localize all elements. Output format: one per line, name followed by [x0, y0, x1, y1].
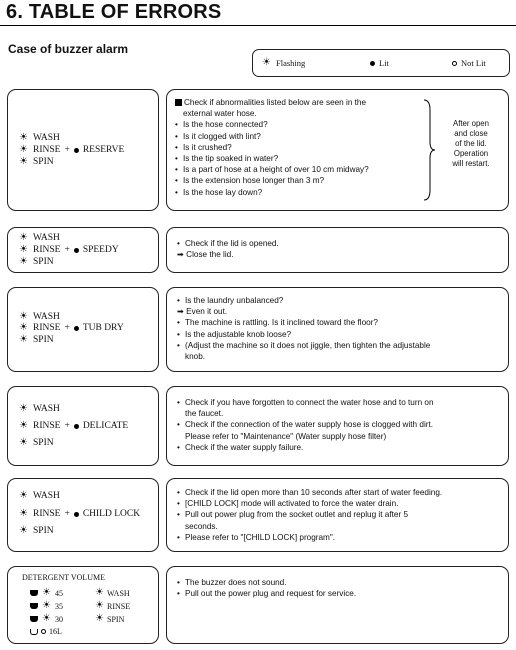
spin-indicator	[18, 438, 54, 448]
rinse-label: RINSE	[33, 245, 61, 255]
legend-flashing-label: Flashing	[276, 58, 306, 68]
flashing-icon: ☀	[95, 613, 104, 624]
remedy-item-cont: seconds.	[185, 521, 218, 531]
wash-label: WASH	[107, 588, 130, 598]
water-level-icon	[30, 629, 38, 635]
detergent-level-row	[30, 614, 63, 624]
remedy-text	[177, 487, 442, 543]
water-level-icon	[30, 616, 38, 622]
arrow-icon: ➡	[177, 250, 184, 260]
remedy-item: • Is the tip soaked in water?	[175, 153, 369, 164]
wash-indicator	[18, 312, 60, 322]
error-indicator-panel	[7, 287, 159, 372]
remedy-item: • The machine is rattling. Is it inclined toward the floor?	[177, 317, 430, 328]
lit-option-label: SPEEDY	[82, 245, 119, 255]
lit-dot-icon	[74, 424, 79, 429]
flashing-icon: ☀	[19, 403, 28, 414]
error-remedy-panel	[166, 227, 509, 273]
lit-option-label: RESERVE	[82, 145, 125, 155]
flashing-icon: ☀	[19, 244, 28, 255]
remedy-header: Check if abnormalities listed below are seen in the	[175, 97, 369, 108]
spin-indicator	[18, 157, 54, 167]
remedy-item: • Is the extension hose longer than 3 m?	[175, 175, 369, 186]
wash-label: WASH	[33, 312, 60, 322]
lit-dot-icon	[74, 512, 79, 517]
rinse-label: RINSE	[33, 323, 61, 333]
indicator-legend	[252, 49, 510, 77]
detergent-level-row	[30, 601, 63, 611]
rinse-indicator	[18, 509, 140, 519]
spin-indicator	[18, 526, 54, 536]
remedy-text	[175, 97, 369, 198]
error-remedy-panel	[166, 566, 509, 644]
spin-label: SPIN	[33, 157, 54, 167]
flashing-icon: ☀	[42, 600, 51, 611]
detergent-level-row	[30, 627, 62, 636]
remedy-item-cont: Please refer to "Maintenance" (Water supply hose filter)	[185, 431, 387, 441]
lit-option-label: TUB DRY	[82, 323, 124, 333]
flashing-icon: ☀	[19, 525, 28, 536]
wash-label: WASH	[33, 233, 60, 243]
plus-sign: +	[64, 421, 70, 431]
error-indicator-panel	[7, 89, 159, 211]
brace-icon	[422, 98, 436, 202]
remedy-item: • Is the adjustable knob loose?	[177, 329, 430, 340]
not-lit-circle-icon	[41, 629, 46, 634]
remedy-text	[177, 577, 356, 599]
flashing-icon: ☀	[95, 600, 104, 611]
flashing-icon: ☀	[19, 437, 28, 448]
wash-label: WASH	[33, 491, 60, 501]
error-remedy-panel	[166, 478, 509, 552]
rinse-label: RINSE	[33, 509, 61, 519]
remedy-item-cont: knob.	[185, 352, 206, 362]
spin-indicator	[18, 257, 54, 267]
lit-dot-icon	[74, 326, 79, 331]
remedy-item: • Pull out power plug from the socket outlet and replug it after 5	[177, 509, 442, 520]
remedy-header-cont: external water hose.	[183, 109, 257, 119]
spin-indicator	[94, 614, 124, 624]
plus-sign: +	[64, 245, 70, 255]
remedy-item: • [CHILD LOCK] mode will activated to force the water drain.	[177, 498, 442, 509]
remedy-item: • Check if the connection of the water supply hose is clogged with dirt.	[177, 419, 434, 430]
error-indicator-panel	[7, 478, 159, 552]
lit-dot-icon	[74, 148, 79, 153]
wash-indicator	[18, 133, 60, 143]
legend-lit-label: Lit	[379, 58, 389, 68]
remedy-item: • Please refer to "[CHILD LOCK] program".	[177, 532, 442, 543]
flashing-icon: ☀	[19, 508, 28, 519]
legend-lit	[370, 58, 389, 68]
square-bullet-icon	[175, 99, 182, 106]
remedy-item: • Is it crushed?	[175, 142, 369, 153]
error-indicator-panel	[7, 227, 159, 273]
rinse-label: RINSE	[107, 601, 131, 611]
spin-label: SPIN	[107, 614, 125, 624]
flashing-icon: ☀	[19, 132, 28, 143]
remedy-item: • Check if the lid open more than 10 seconds after start of water feeding.	[177, 487, 442, 498]
arrow-icon: ➡	[177, 307, 184, 317]
section-subtitle: Case of buzzer alarm	[8, 42, 129, 56]
rinse-indicator	[18, 145, 124, 155]
flashing-icon: ☀	[95, 587, 104, 598]
remedy-item: • Is a part of hose at a height of over 10 cm midway?	[175, 164, 369, 175]
remedy-item-cont: the faucet.	[185, 409, 224, 419]
lit-dot-icon	[370, 61, 375, 66]
wash-indicator	[18, 233, 60, 243]
flashing-icon: ☀	[19, 322, 28, 333]
remedy-text	[177, 295, 430, 362]
remedy-action: ➡ Close the lid.	[177, 250, 234, 260]
flashing-icon: ☀	[42, 613, 51, 624]
side-note: After open and close of the lid. Operation will restart.	[452, 119, 490, 168]
remedy-item: • Is it clogged with lint?	[175, 131, 369, 142]
legend-flashing	[261, 58, 305, 68]
flashing-icon: ☀	[262, 57, 271, 68]
legend-not-lit-label: Not Lit	[461, 58, 486, 68]
remedy-item: • Is the laundry unbalanced?	[177, 295, 430, 306]
flashing-icon: ☀	[19, 334, 28, 345]
lit-option-label: CHILD LOCK	[82, 509, 141, 519]
lit-option-label: DELICATE	[82, 421, 129, 431]
wash-label: WASH	[33, 133, 60, 143]
error-remedy-panel	[166, 89, 509, 211]
flashing-icon: ☀	[19, 232, 28, 243]
error-remedy-panel	[166, 287, 509, 372]
level-label: 35	[55, 601, 63, 611]
level-label: 30	[55, 614, 63, 624]
level-label: 45	[55, 588, 63, 598]
plus-sign: +	[64, 323, 70, 333]
rinse-indicator	[94, 601, 130, 611]
detergent-volume-title: DETERGENT VOLUME	[22, 573, 106, 582]
flashing-icon: ☀	[42, 587, 51, 598]
rinse-label: RINSE	[33, 145, 61, 155]
wash-indicator	[94, 588, 130, 598]
spin-label: SPIN	[33, 257, 54, 267]
flashing-icon: ☀	[19, 420, 28, 431]
remedy-action: ➡ Even it out.	[177, 307, 228, 317]
rinse-indicator	[18, 323, 124, 333]
rinse-indicator	[18, 421, 128, 431]
flashing-icon: ☀	[19, 144, 28, 155]
remedy-item: • (Adjust the machine so it does not jiggle, then tighten the adjustable	[177, 340, 430, 351]
detergent-indicator-panel	[7, 566, 159, 644]
remedy-item: • Is the hose lay down?	[175, 187, 369, 198]
remedy-item: • Is the hose connected?	[175, 119, 369, 130]
plus-sign: +	[64, 145, 70, 155]
remedy-item: • Check if you have forgotten to connect the water hose and to turn on	[177, 397, 434, 408]
flashing-icon: ☀	[19, 256, 28, 267]
wash-label: WASH	[33, 404, 60, 414]
detergent-level-row	[30, 588, 63, 598]
spin-label: SPIN	[33, 438, 54, 448]
remedy-text	[177, 397, 434, 453]
error-indicator-panel	[7, 386, 159, 466]
spin-label: SPIN	[33, 526, 54, 536]
lit-dot-icon	[74, 248, 79, 253]
not-lit-circle-icon	[452, 61, 457, 66]
wash-indicator	[18, 491, 60, 501]
title-rule	[0, 25, 516, 26]
remedy-item: • Pull out the power plug and request for service.	[177, 588, 356, 599]
remedy-text	[177, 238, 279, 260]
remedy-item: • The buzzer does not sound.	[177, 577, 356, 588]
remedy-item: • Check if the lid is opened.	[177, 238, 279, 249]
water-level-icon	[30, 590, 38, 596]
spin-indicator	[18, 335, 54, 345]
spin-label: SPIN	[33, 335, 54, 345]
flashing-icon: ☀	[19, 156, 28, 167]
error-remedy-panel	[166, 386, 509, 466]
page-title: 6. TABLE OF ERRORS	[6, 1, 222, 23]
remedy-item: • Check if the water supply failure.	[177, 442, 434, 453]
flashing-icon: ☀	[19, 490, 28, 501]
legend-not-lit	[452, 58, 486, 68]
plus-sign: +	[64, 509, 70, 519]
water-level-icon	[30, 603, 38, 609]
level-label: 16L	[49, 627, 62, 636]
wash-indicator	[18, 404, 60, 414]
rinse-indicator	[18, 245, 119, 255]
flashing-icon: ☀	[19, 311, 28, 322]
rinse-label: RINSE	[33, 421, 61, 431]
